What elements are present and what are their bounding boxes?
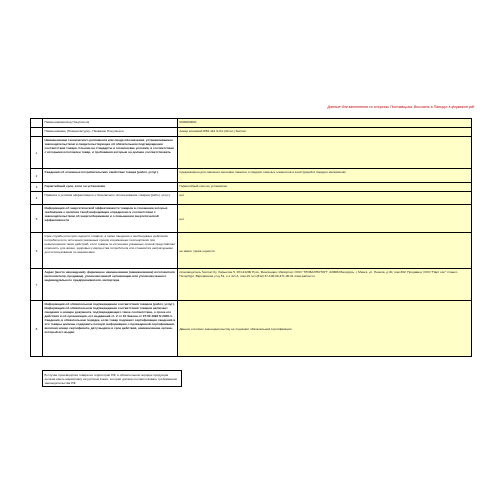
row-number: 1 xyxy=(31,137,43,169)
row-number: 6 xyxy=(31,233,43,269)
row-label: Наименование (Номенклатура) - Название Покупателя xyxy=(43,128,178,137)
russian-marking-note: В случае производства товара на территории РФ, в обязательном порядке продукция должна иметь маркировку на русском языке, которая должна соответствовать требованиям законодательства РФ. xyxy=(42,370,182,387)
product-info-table xyxy=(30,118,472,357)
supplier-note: Данные для заполнения со стороны Поставщика. Выслать в Папирус в формате.pdf. xyxy=(327,105,475,109)
row-value: не имеет срока годности xyxy=(178,233,472,269)
row-value: нет xyxy=(178,205,472,233)
table-row xyxy=(31,169,472,183)
row-label: Гарантийный срок, если он установлен xyxy=(43,183,178,192)
row-label: Информация об обязательном подтверждении соответствия товаров (работ, услуг). Информация об обязательном подтверждении соответствия товаров включает сведения о номере документа, подтверждающего такое соответствие, о сроке его действия и об организации, его выдавшей ст. 2 от 10 Закона от 07.02.1992 N 2300-1. Сведения, в обязательном порядке, если товар подлежит сертификации сведения в эти товары должны содержать полную информацию о проведенной сертификации, включая номер сертификата, дату выдачи и срок действия, наименование органа, который его выдал xyxy=(43,301,178,357)
row-label: Сведения об основных потребительских свойствах товара (работ, услуг). xyxy=(43,169,178,183)
row-number: 2 xyxy=(31,169,43,183)
row-value: Анкер клиновой 8/52-112 S-KA (40 шт.) Sormat xyxy=(178,128,472,137)
table-row xyxy=(31,233,472,269)
row-label: Наименование/код Покупателя xyxy=(43,119,178,128)
row-value: нет xyxy=(178,192,472,205)
row-label: Срок службы или срок годности товаров, а также сведения о необходимых действиях потребителя по истечении указанных сроков и возможных последствиях при невыполнении таких действий, если товары по истечении указанных сроков представляют опасность для жизни, здоровья и имущества потребителя или становятся непригодными для использования по назначению xyxy=(43,233,178,269)
row-number: 5 xyxy=(31,205,43,233)
row-value: 0000000001 xyxy=(178,119,472,128)
table-row xyxy=(31,301,472,357)
row-value: Данное согласно законодательству не подлежит обязательной сертификации xyxy=(178,301,472,357)
row-number xyxy=(31,119,43,128)
row-value: Гарантийный срок не установлен xyxy=(178,183,472,192)
row-value: предназначен для сквозного монтажа тяжелых и средних тяжелых элементов и конструкций в твердых материалах xyxy=(178,169,472,183)
table-row xyxy=(31,192,472,205)
table-row xyxy=(31,137,472,169)
table-row xyxy=(31,128,472,137)
row-number: 8 xyxy=(31,301,43,357)
table-row xyxy=(31,269,472,301)
row-label: Информация об энергетической эффективности товаров в отношении которых требование о наличии такой информации определено в соответствии с законодательством об энергосбережении и о повышении энергетической эффективности xyxy=(43,205,178,233)
row-number: 4 xyxy=(31,192,43,205)
table-row xyxy=(31,183,472,192)
table-row xyxy=(31,119,472,128)
row-label: Наименование технического регламента или свода обозначения, устанавливаемое законодательством и свидетельствующее об обязательном подтверждении соответствия товара. Ссылки на стандарты и технические условия, в соответствии с которыми изготовлен товар, и требования которым он должен соответствовать xyxy=(43,137,178,169)
row-number: 7 xyxy=(31,269,43,301)
table-row xyxy=(31,205,472,233)
row-number: 3 xyxy=(31,183,43,192)
row-label: Правила и условия эффективного и безопасного использования товаров (работ, услуг). xyxy=(43,192,178,205)
row-number xyxy=(31,128,43,137)
row-value xyxy=(178,137,472,169)
row-label: Адрес (место нахождения), фирменное наименование (наименование) изготовителя (исполнителя, продавца), уполномоченной организации или уполномоченного индивидуального предпринимателя, импортера xyxy=(43,269,178,301)
row-value: производитель Sormat Oy, Харьютие 5, FIN-21290 Русо, Финляндия; Импортер: ООО "ГЛОБАЛНСТОН", 220084 Беларусь, г. Минск, ул. Немига, д.40, пом.302; Продавец: ООО "Парт кэп" г.Санкт-Петербург, Варшавская ул.д.51, к.1 лит.А, пом.16 тел.(812) 37-106-00,371-06-01 www.partner.ru xyxy=(178,269,472,301)
